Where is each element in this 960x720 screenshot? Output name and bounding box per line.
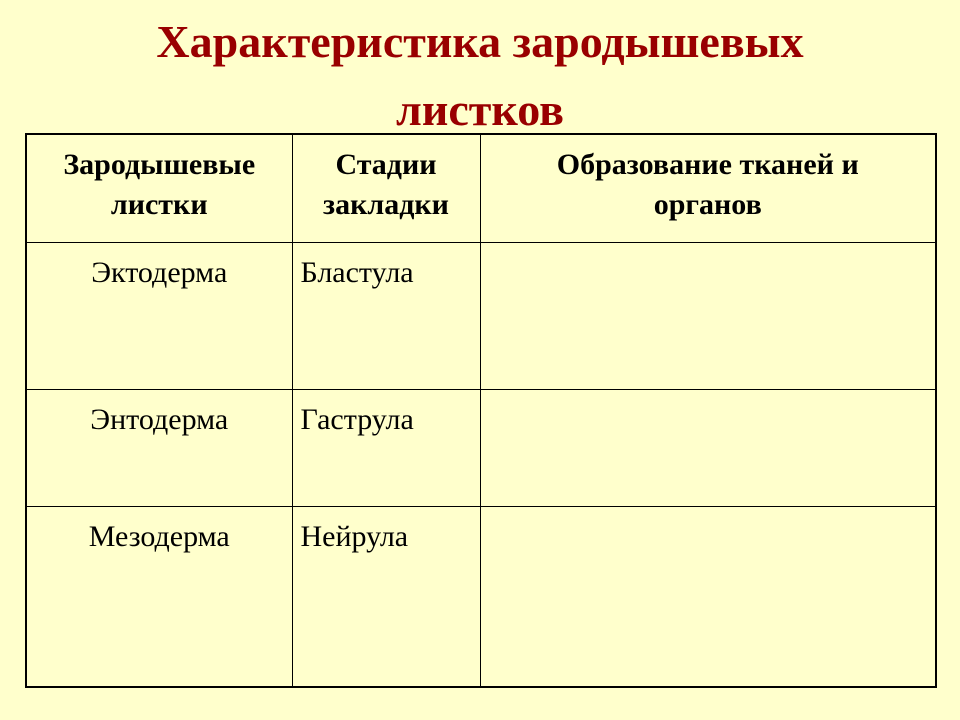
stage-cell: Гаструла — [292, 389, 480, 506]
header-germ-layers-line-1: Зародышевые — [63, 148, 256, 181]
formation-cell — [480, 389, 936, 506]
header-stages — [292, 134, 480, 242]
table-row — [26, 389, 936, 506]
header-formation — [480, 134, 936, 242]
slide-title — [0, 8, 960, 144]
table-header-row — [26, 134, 936, 242]
layer-cell: Энтодерма — [26, 389, 292, 506]
layer-cell: Мезодерма — [26, 506, 292, 687]
slide-title-line-1: Характеристика зародышевых — [156, 16, 804, 67]
header-stages-line-2: закладки — [323, 188, 449, 221]
stage-cell: Бластула — [292, 242, 480, 389]
formation-cell — [480, 506, 936, 687]
germ-layers-table — [25, 133, 937, 688]
header-germ-layers-line-2: листки — [110, 188, 208, 221]
header-stages-line-1: Стадии — [335, 148, 437, 181]
layer-cell: Эктодерма — [26, 242, 292, 389]
table-row — [26, 242, 936, 389]
formation-cell — [480, 242, 936, 389]
header-germ-layers — [26, 134, 292, 242]
header-formation-line-1: Образование тканей и — [556, 148, 859, 181]
stage-cell: Нейрула — [292, 506, 480, 687]
header-formation-line-2: органов — [653, 188, 762, 221]
table-row — [26, 506, 936, 687]
slide-title-line-2: листков — [396, 84, 564, 135]
